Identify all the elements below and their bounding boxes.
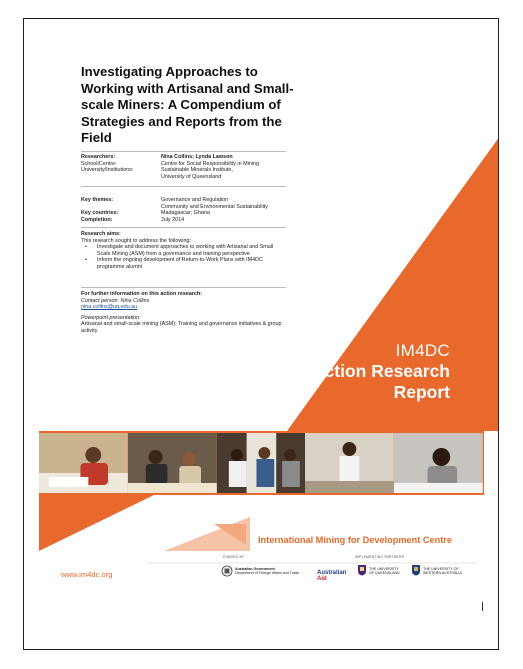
divider	[81, 227, 286, 228]
list-item: • Inform the ongoing development of Return-to-Work Plans with IM4DC programme alumni	[81, 257, 286, 270]
contact-email-link[interactable]: nina.collins@uq.edu.au	[81, 304, 138, 311]
list-item: • Investigate and document approaches to working with Artisanal and Small Scale Mining (ASM) from a governance and training perspective	[81, 244, 286, 257]
centre-name: International Mining for Development Centre	[258, 535, 452, 545]
photo-presenter	[305, 433, 394, 493]
uwa-logo-text: THE UNIVERSITY OF WESTERN AUSTRALIA	[423, 567, 462, 576]
photo-classroom	[39, 433, 128, 493]
document-title: Investigating Approaches to Working with Artisanal and Small-scale Miners: A Compendium of Strategies and Reports from the Field	[81, 64, 294, 146]
presentation-description: Artisanal and small-scale mining (ASM): Training and governance initiatives & group activity	[81, 321, 282, 334]
further-info	[81, 291, 286, 335]
presentation-label: Powerpoint presentation:	[81, 314, 141, 321]
brand-name: IM4DC	[395, 341, 450, 360]
uq-crest-icon	[357, 564, 367, 576]
website-url-link[interactable]: www.im4dc.org	[61, 570, 113, 579]
research-aims-list	[81, 244, 286, 270]
document-page: Investigating Approaches to Working with Artisanal and Small-scale Miners: A Compendium of Strategies and Reports from the Field Researchers: Nina Collins; Lynda Lawson School/Centre: Centre for Social Responsibility in Mining University/Institutions: Sustainable Minerals Institute, University of Queensland Key themes: Governance and Regulation Community and Environmental Sustainability Key countries: Madagascar; Ghana Completion: July 2014 Research aims: This research sought to address the following: • Investigate and document approaches to working with Artisanal and Small Scale Mining (ASM) from a governance and training perspective • Inform the ongoing development of Return-to-Work Plans with IM4DC programme alumni For further information on this action research: Contact person: Nina Collins nina.collins@uq.edu.au Powerpoint presentation: Artisanal and small-scale mining (ASM): Training and governance initiatives & group activity IM4DC Action Research Report International Mining for Development Centre FUNDED BY IMPLEMENTING PARTNERS Australian Government Department of Foreign Affairs and Trade Australian Aid THE UNIVERSITY OF QUEENSLAND THE UNIVERSITY OF WESTERN AUSTRALIA www.im4dc.org	[23, 18, 499, 650]
research-aims	[81, 231, 286, 271]
report-heading: Action Research Report	[311, 361, 450, 402]
photo-group	[217, 433, 306, 493]
partners-label: IMPLEMENTING PARTNERS	[355, 555, 405, 559]
divider	[81, 151, 286, 152]
photo-strip	[39, 433, 483, 493]
australian-aid-logo: Australian Aid	[317, 570, 347, 583]
research-aims-intro: This research sought to address the following:	[81, 237, 191, 244]
divider	[81, 287, 286, 288]
uwa-crest-icon	[411, 564, 421, 576]
contact-person: Contact person: Nina Collins	[81, 297, 150, 304]
photo-meeting	[128, 433, 217, 493]
uq-logo-text: THE UNIVERSITY OF QUEENSLAND	[369, 567, 400, 576]
research-aims-heading: Research aims:	[81, 231, 121, 237]
aus-gov-logo-text: Australian Government Department of Foreign Affairs and Trade	[235, 567, 300, 576]
coat-of-arms-logo	[221, 565, 233, 577]
divider	[81, 186, 286, 187]
photo-student	[394, 433, 483, 493]
funded-by-label: FUNDED BY	[223, 555, 245, 559]
further-info-heading: For further information on this action research:	[81, 291, 203, 297]
text-cursor	[482, 602, 483, 611]
